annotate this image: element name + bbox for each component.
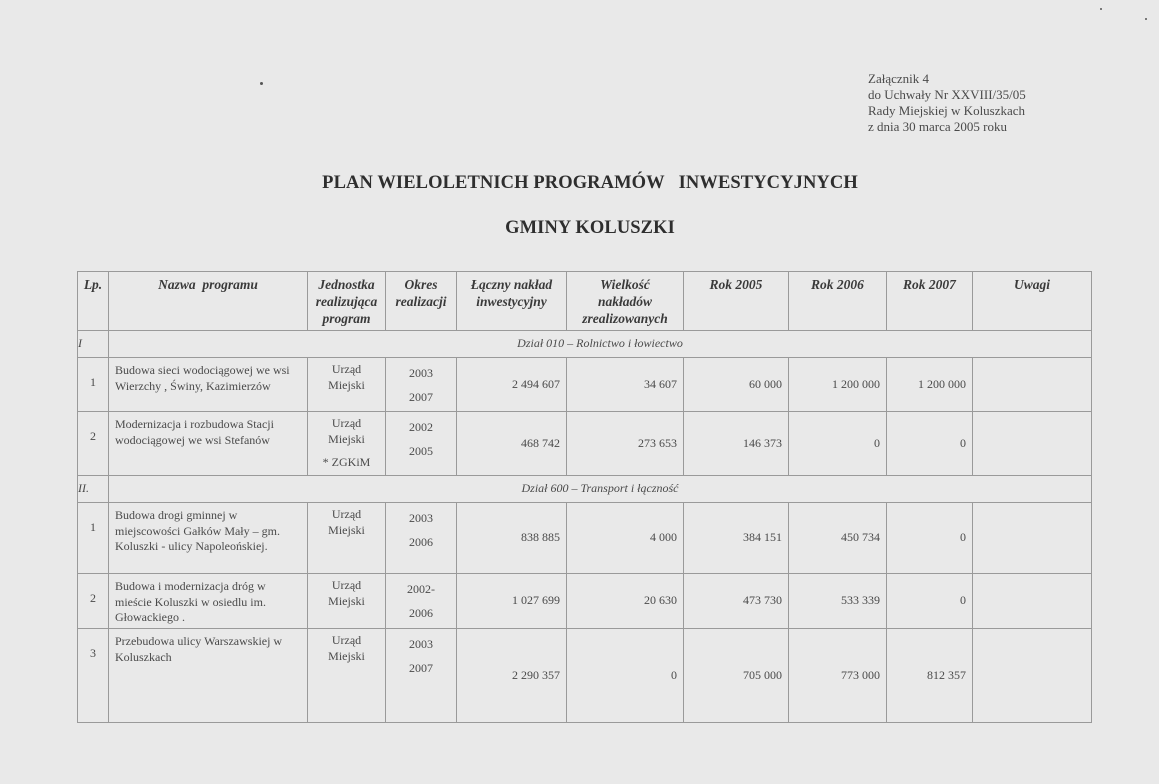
notes-cell [973, 503, 1092, 574]
period-start: 2003 [409, 637, 433, 651]
scan-speck [1145, 18, 1147, 20]
realization-period [386, 412, 457, 476]
header-notes: Uwagi [973, 272, 1092, 331]
total-investment: 1 027 699 [457, 574, 567, 629]
period-end: 2006 [409, 605, 433, 620]
header-year-2007: Rok 2007 [887, 272, 973, 331]
year-2007-value: 0 [887, 503, 973, 574]
year-2007-value: 812 357 [887, 629, 973, 723]
header-realized-line: nakładów [597, 294, 652, 309]
unit-note: * ZGKiM [322, 455, 371, 469]
annex-line: z dnia 30 marca 2005 roku [868, 119, 1007, 134]
header-unit [308, 272, 386, 331]
unit-line: Miejski [328, 522, 365, 537]
table-row [78, 574, 1092, 629]
header-year-2006: Rok 2006 [789, 272, 887, 331]
section-name: Dział 010 – Rolnictwo i łowiectwo [109, 331, 1092, 358]
header-unit-line: Jednostka [318, 277, 375, 292]
section-number: I [78, 331, 109, 358]
period-end: 2006 [409, 534, 433, 549]
implementing-unit [308, 574, 386, 629]
unit-line: Urząd [331, 416, 362, 430]
row-lp: 3 [78, 629, 109, 723]
period-start: 2002 [409, 420, 433, 434]
year-2005-value: 60 000 [684, 358, 789, 412]
section-row [78, 476, 1092, 503]
year-2005-value: 473 730 [684, 574, 789, 629]
section-name: Dział 600 – Transport i łączność [109, 476, 1092, 503]
program-name: Modernizacja i rozbudowa Stacji wodociągowej we wsi Stefanów [109, 412, 308, 476]
realized-outlays: 273 653 [567, 412, 684, 476]
year-2006-value: 1 200 000 [789, 358, 887, 412]
year-2007-value: 0 [887, 574, 973, 629]
scan-speck [1100, 8, 1102, 10]
table-row [78, 629, 1092, 723]
table-header-row [78, 272, 1092, 331]
header-realized [567, 272, 684, 331]
year-2005-value: 705 000 [684, 629, 789, 723]
implementing-unit [308, 629, 386, 723]
header-realized-line: zrealizowanych [582, 311, 668, 326]
unit-line: Urząd [331, 633, 362, 647]
table-row [78, 412, 1092, 476]
header-total [457, 272, 567, 331]
period-start: 2002- [407, 582, 435, 596]
total-investment: 2 290 357 [457, 629, 567, 723]
unit-line: Miejski [328, 377, 365, 392]
header-unit-line: program [322, 311, 371, 326]
section-number: II. [78, 476, 109, 503]
row-lp: 2 [78, 412, 109, 476]
realization-period [386, 629, 457, 723]
header-unit-line: realizująca [315, 294, 378, 309]
scan-speck [260, 82, 263, 85]
implementing-unit [308, 358, 386, 412]
unit-line: Urząd [331, 362, 362, 376]
unit-line: Miejski [328, 431, 365, 446]
year-2006-value: 773 000 [789, 629, 887, 723]
implementing-unit [308, 412, 386, 476]
period-end: 2007 [409, 660, 433, 675]
unit-line: Urząd [331, 578, 362, 592]
program-name: Budowa drogi gminnej w miejscowości Gałków Mały – gm. Koluszki - ulicy Napoleońskiej. [109, 503, 308, 574]
total-investment: 2 494 607 [457, 358, 567, 412]
year-2006-value: 533 339 [789, 574, 887, 629]
header-name: Nazwa programu [109, 272, 308, 331]
program-name: Przebudowa ulicy Warszawskiej w Koluszkach [109, 629, 308, 723]
header-period [386, 272, 457, 331]
year-2006-value: 450 734 [789, 503, 887, 574]
table-row [78, 358, 1092, 412]
program-name: Budowa sieci wodociągowej we wsi Wierzchy , Świny, Kazimierzów [109, 358, 308, 412]
row-lp: 1 [78, 358, 109, 412]
table-body [78, 331, 1092, 723]
table-row [78, 503, 1092, 574]
realized-outlays: 20 630 [567, 574, 684, 629]
year-2007-value: 0 [887, 412, 973, 476]
investment-plan-table [77, 271, 1092, 723]
year-2005-value: 146 373 [684, 412, 789, 476]
realization-period [386, 358, 457, 412]
total-investment: 838 885 [457, 503, 567, 574]
row-lp: 2 [78, 574, 109, 629]
header-lp: Lp. [78, 272, 109, 331]
notes-cell [973, 574, 1092, 629]
section-row [78, 331, 1092, 358]
realized-outlays: 0 [567, 629, 684, 723]
realized-outlays: 34 607 [567, 358, 684, 412]
header-year-2005: Rok 2005 [684, 272, 789, 331]
period-start: 2003 [409, 366, 433, 380]
header-realized-line: Wielkość [600, 277, 650, 292]
total-investment: 468 742 [457, 412, 567, 476]
program-name: Budowa i modernizacja dróg w mieście Koluszki w osiedlu im. Głowackiego . [109, 574, 308, 629]
notes-cell [973, 412, 1092, 476]
year-2005-value: 384 151 [684, 503, 789, 574]
header-period-line: realizacji [395, 294, 447, 309]
notes-cell [973, 629, 1092, 723]
header-total-line: inwestycyjny [476, 294, 547, 309]
annex-header [868, 71, 1026, 135]
realization-period [386, 574, 457, 629]
header-total-line: Łączny nakład [470, 277, 553, 292]
unit-line: Urząd [331, 507, 362, 521]
row-lp: 1 [78, 503, 109, 574]
year-2007-value: 1 200 000 [887, 358, 973, 412]
notes-cell [973, 358, 1092, 412]
annex-line: Rady Miejskiej w Koluszkach [868, 103, 1026, 118]
period-start: 2003 [409, 511, 433, 525]
period-end: 2007 [409, 389, 433, 404]
unit-line: Miejski [328, 648, 365, 663]
unit-line: Miejski [328, 593, 365, 608]
realization-period [386, 503, 457, 574]
period-end: 2005 [409, 443, 433, 458]
document-subtitle: GMINY KOLUSZKI [505, 218, 675, 238]
header-period-line: Okres [404, 277, 438, 292]
document-title: PLAN WIELOLETNICH PROGRAMÓW INWESTYCYJNYCH [322, 173, 858, 193]
year-2006-value: 0 [789, 412, 887, 476]
implementing-unit [308, 503, 386, 574]
realized-outlays: 4 000 [567, 503, 684, 574]
annex-line: Załącznik 4 [868, 71, 929, 86]
annex-line: do Uchwały Nr XXVIII/35/05 [868, 87, 1026, 102]
